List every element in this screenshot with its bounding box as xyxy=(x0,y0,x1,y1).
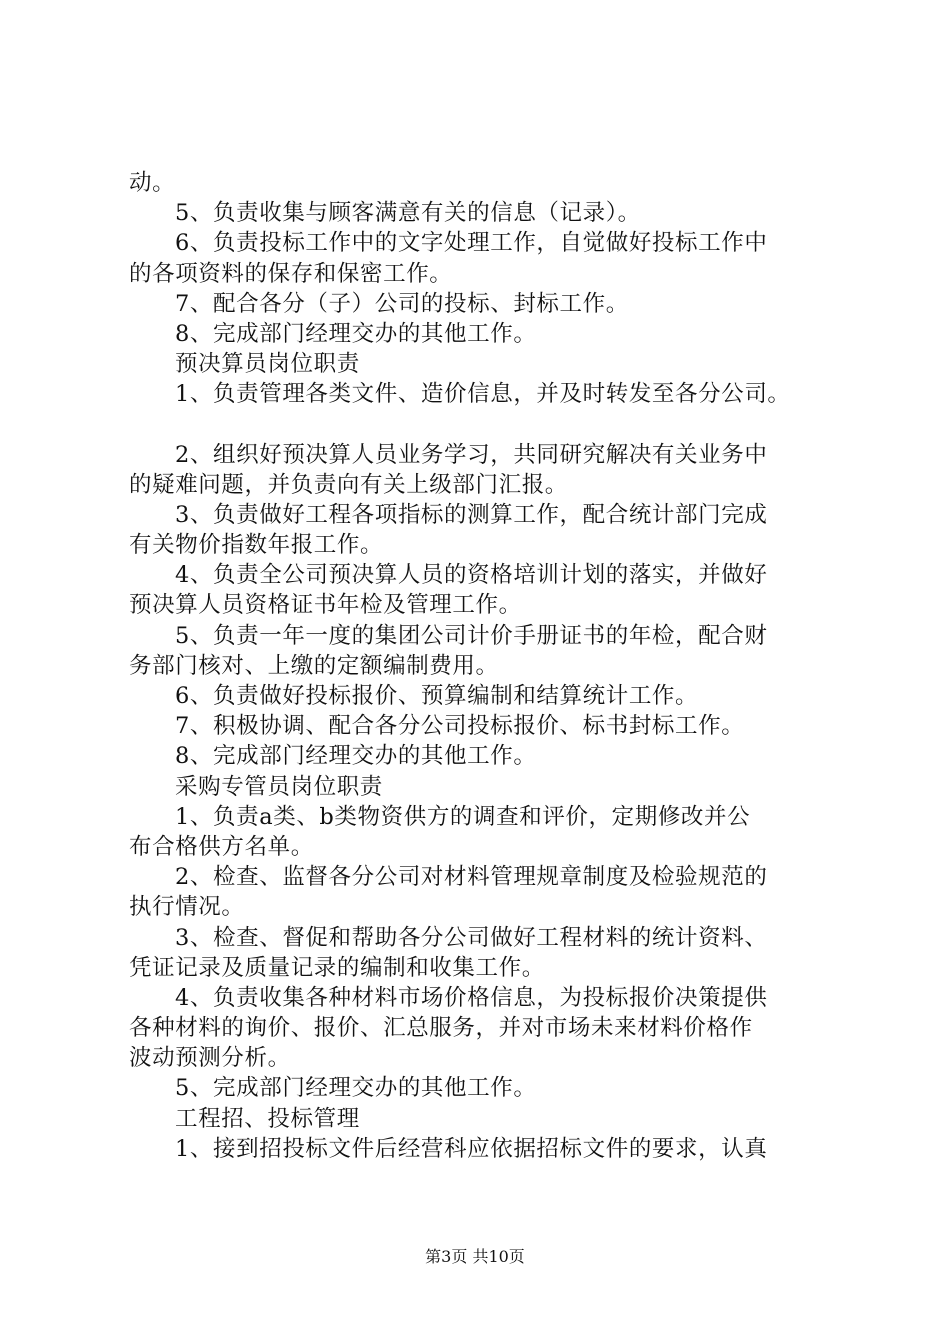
list-item: 4、负责收集各种材料市场价格信息，为投标报价决策提供 xyxy=(175,984,768,1011)
text-line: 执行情况。 xyxy=(129,894,245,921)
list-item: 8、完成部门经理交办的其他工作。 xyxy=(175,320,537,347)
text-line: 波动预测分析。 xyxy=(129,1045,291,1072)
list-item: 1、接到招投标文件后经营科应依据招标文件的要求，认真 xyxy=(175,1135,768,1162)
document-body xyxy=(129,168,849,1164)
list-item: 1、负责a类、b类物资供方的调查和评价，定期修改并公 xyxy=(175,803,751,830)
text-line: 的各项资料的保存和保密工作。 xyxy=(129,260,453,287)
list-item: 6、负责投标工作中的文字处理工作，自觉做好投标工作中 xyxy=(175,230,768,257)
list-item: 5、负责一年一度的集团公司计价手册证书的年检，配合财 xyxy=(175,622,768,649)
list-item: 4、负责全公司预决算人员的资格培训计划的落实，并做好 xyxy=(175,562,768,589)
page-number-footer: 第3页 共10页 xyxy=(425,1247,525,1266)
list-item: 1、负责管理各类文件、造价信息，并及时转发至各分公司。 xyxy=(175,381,791,408)
text-line: 预决算人员资格证书年检及管理工作。 xyxy=(129,592,522,619)
section-heading: 预决算员岗位职责 xyxy=(175,351,360,378)
list-item: 2、检查、监督各分公司对材料管理规章制度及检验规范的 xyxy=(175,864,768,891)
text-line: 有关物价指数年报工作。 xyxy=(129,532,384,559)
paragraph-gap xyxy=(129,410,849,440)
text-line: 的疑难问题，并负责向有关上级部门汇报。 xyxy=(129,471,568,498)
list-item: 5、负责收集与顾客满意有关的信息（记录）。 xyxy=(175,200,641,227)
section-heading: 采购专管员岗位职责 xyxy=(175,773,383,800)
text-line: 务部门核对、上缴的定额编制费用。 xyxy=(129,652,499,679)
text-line: 各种材料的询价、报价、汇总服务，并对市场未来材料价格作 xyxy=(129,1015,753,1042)
list-item: 3、负责做好工程各项指标的测算工作，配合统计部门完成 xyxy=(175,501,768,528)
list-item: 5、完成部门经理交办的其他工作。 xyxy=(175,1075,537,1102)
text-line: 凭证记录及质量记录的编制和收集工作。 xyxy=(129,954,545,981)
list-item: 6、负责做好投标报价、预算编制和结算统计工作。 xyxy=(175,683,699,709)
list-item: 7、配合各分（子）公司的投标、封标工作。 xyxy=(175,290,629,317)
text-line: 动。 xyxy=(129,170,176,196)
text-line: 布合格供方名单。 xyxy=(129,833,314,860)
list-item: 2、组织好预决算人员业务学习，共同研究解决有关业务中 xyxy=(175,441,768,468)
section-heading: 工程招、投标管理 xyxy=(175,1105,360,1132)
list-item: 7、积极协调、配合各分公司投标报价、标书封标工作。 xyxy=(175,713,745,740)
list-item: 3、检查、督促和帮助各分公司做好工程材料的统计资料、 xyxy=(175,924,768,951)
list-item: 8、完成部门经理交办的其他工作。 xyxy=(175,743,537,770)
